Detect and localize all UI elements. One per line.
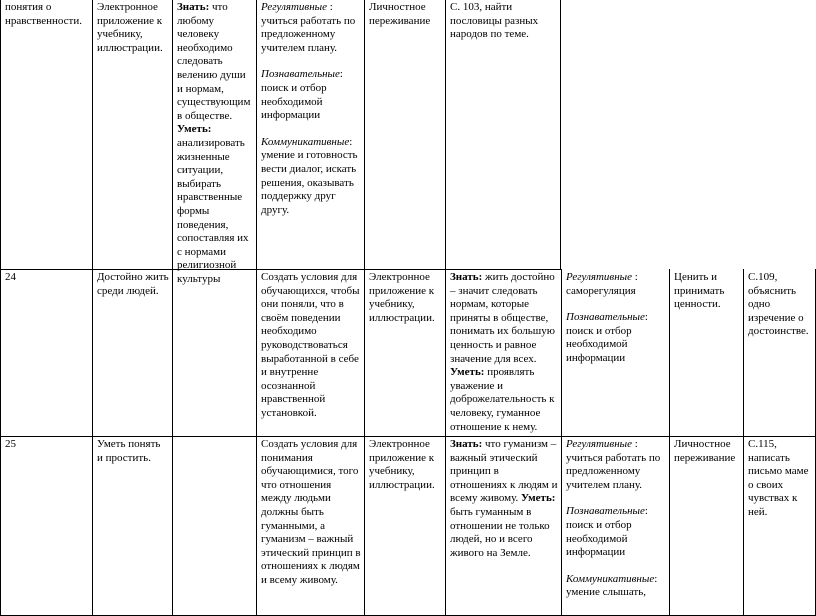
- row24-can-text: проявлять уважение и доброжелательность к человеку, гуманное отношение к нему.: [450, 366, 555, 433]
- row25-know-text: что гуманизм – важный этический принцип в отношениях к людям и всему живому.: [450, 438, 558, 505]
- prev-cog-label: Познавательные: [261, 68, 340, 81]
- prev-know-label: Знать:: [177, 1, 210, 13]
- row24-goal-cell: [256, 269, 364, 437]
- prev-cog-text: : поиск и отбор необходимой информации: [261, 68, 343, 122]
- row24-uud-cell: [561, 269, 669, 437]
- row25-reg-label: Регулятивные: [566, 438, 632, 450]
- row25-empty-cell: [172, 436, 256, 616]
- row24-number-cell: [0, 269, 92, 437]
- row24-resources-cell: [364, 269, 445, 437]
- row24-subject-results-cell: [445, 269, 561, 437]
- row25-homework-cell: [743, 436, 816, 616]
- row24-goal: Создать условия для обучающихся, чтобы они поняли, что в своём поведении необходимо руководствоваться выработанной в себе и внутренне осознанной нравственной установкой.: [261, 271, 360, 419]
- row25-com-label: Коммуникативные: [566, 572, 655, 585]
- row25-personal-cell: [669, 436, 743, 616]
- row24-know-text: жить достойно – значит следовать нормам, которые приняты в обществе, понимать их большую ценность и равное значение для всех.: [450, 271, 555, 365]
- prev-row-resources-cell: [92, 0, 172, 270]
- prev-topic-text: понятия о нравственности.: [5, 1, 82, 27]
- row25-goal-cell: [256, 436, 364, 616]
- row25-reg-text: : учиться работать по предложенному учителем плану.: [566, 438, 661, 491]
- row25-number: 25: [5, 438, 16, 450]
- prev-know-text: что любому человеку необходимо следовать велению души и нормам, существующим в обществе.: [177, 1, 251, 122]
- row24-resources: Электронное приложение к учебнику, иллюстрации.: [369, 271, 435, 324]
- row25-know-label: Знать:: [450, 438, 483, 450]
- prev-homework-text: С. 103, найти пословицы разных народов по теме.: [450, 1, 539, 41]
- prev-row-subject-results-cell: [172, 0, 256, 285]
- prev-personal-text: Личностное переживание: [369, 1, 431, 27]
- prev-row-homework-cell: [445, 0, 561, 270]
- row24-know-label: Знать:: [450, 271, 483, 283]
- row25-resources: Электронное приложение к учебнику, иллюстрации.: [369, 438, 435, 491]
- row24-topic: Достойно жить среди людей.: [97, 271, 169, 297]
- row24-cog-text: : поиск и отбор необходимой информации: [566, 311, 648, 364]
- row24-personal: Ценить и принимать ценности.: [674, 271, 725, 311]
- prev-reg-text: : учиться работать по предложенному учителем плану.: [261, 1, 356, 54]
- row24-can-label: Уметь:: [450, 366, 485, 379]
- row25-resources-cell: [364, 436, 445, 616]
- row25-cog-label: Познавательные: [566, 505, 645, 518]
- row25-personal: Личностное переживание: [674, 438, 736, 464]
- prev-com-text: : умение и готовность вести диалог, искать решения, оказывать поддержку друг другу.: [261, 135, 358, 216]
- row25-goal: Создать условия для понимания обучающимися, того что отношения между людьми должны быть гуманными, а гуманизм – важный этический принцип в отношениях к людям и всему живому.: [261, 438, 361, 586]
- row24-cog-label: Познавательные: [566, 311, 645, 324]
- prev-row-personal-cell: [364, 0, 445, 270]
- row24-homework: С.109, объяснить одно изречение о достоинстве.: [748, 271, 809, 338]
- row25-can-label: Уметь:: [521, 492, 556, 505]
- row25-subject-results-cell: [445, 436, 561, 616]
- prev-reg-label: Регулятивные: [261, 1, 327, 13]
- row25-topic-cell: [92, 436, 172, 616]
- prev-can-label: Уметь:: [177, 123, 212, 136]
- row25-topic: Уметь понять и простить.: [97, 438, 161, 464]
- row24-reg-label: Регулятивные: [566, 271, 632, 283]
- prev-row-topic-cell: [0, 0, 92, 270]
- prev-resources-text: Электронное приложение к учебнику, иллюстрации.: [97, 1, 163, 54]
- prev-com-label: Коммуникативные: [261, 135, 350, 148]
- row25-cog-text: : поиск и отбор необходимой информации: [566, 505, 648, 559]
- row24-homework-cell: [743, 269, 816, 437]
- prev-can-text: анализировать жизненные ситуации, выбирать нравственные формы поведения, сопоставляя их с нормами религиозной культуры: [177, 136, 249, 285]
- row24-reg-text: : саморегуляция: [566, 271, 638, 297]
- row24-topic-cell: [92, 269, 172, 437]
- row25-uud-cell: [561, 436, 669, 616]
- row24-personal-cell: [669, 269, 743, 437]
- row25-com-text: : умение слышать,: [566, 572, 658, 599]
- row25-can-text: быть гуманным в отношении не только людей, но и всего живого на Земле.: [450, 505, 550, 559]
- row24-empty-cell: [172, 269, 256, 437]
- prev-row-uud-cell: [256, 0, 364, 270]
- row25-homework: С.115, написать письмо маме о своих чувствах к ней.: [748, 438, 809, 518]
- row25-number-cell: [0, 436, 92, 616]
- row24-number: 24: [5, 271, 16, 283]
